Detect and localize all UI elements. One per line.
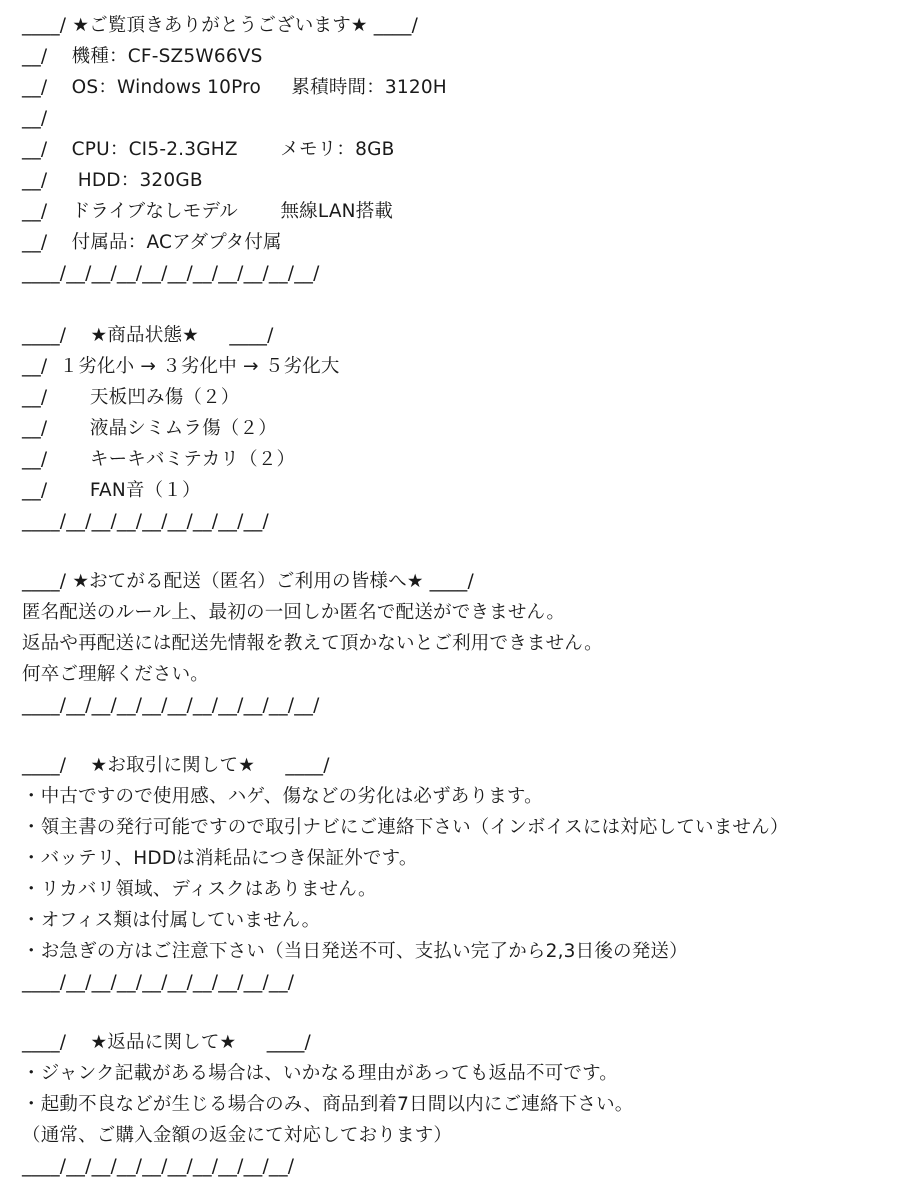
- transaction-note: ・オフィス類は付属していません。: [22, 910, 321, 931]
- section-divider: ____/__/__/__/__/__/__/__/__/__/__/: [22, 695, 320, 716]
- spec-cpu-memory: __/ CPU：CI5-2.3GHZ メモリ：8GB: [22, 139, 395, 160]
- spec-drive-wireless: __/ ドライブなしモデル 無線LAN搭載: [22, 201, 394, 222]
- transaction-note: ・領主書の発行可能ですので取引ナビにご連絡下さい（インボイスには対応していません）: [22, 817, 789, 838]
- transaction-header: ____/ ★お取引に関して★ ____/: [22, 755, 330, 776]
- greeting-header: ____/ ★ご覧頂きありがとうございます★ ____/: [22, 15, 418, 36]
- condition-item: __/ 天板凹み傷（２）: [22, 387, 240, 408]
- shipping-note: 匿名配送のルール上、最初の一回しか匿名で配送ができません。: [22, 602, 566, 623]
- spec-os-hours: __/ OS：Windows 10Pro 累積時間：3120H: [22, 77, 447, 98]
- spec-hdd: __/ HDD：320GB: [22, 170, 203, 191]
- transaction-note: ・お急ぎの方はご注意下さい（当日発送不可、支払い完了から2,3日後の発送）: [22, 941, 688, 962]
- returns-note: ・起動不良などが生じる場合のみ、商品到着7日間以内にご連絡下さい。: [22, 1094, 634, 1115]
- spec-blank: __/: [22, 108, 48, 129]
- section-divider: ____/__/__/__/__/__/__/__/__/__/: [22, 1156, 295, 1177]
- condition-item: __/ 液晶シミムラ傷（２）: [22, 418, 277, 439]
- condition-scale: __/ １劣化小 → ３劣化中 → ５劣化大: [22, 356, 340, 377]
- section-divider: ____/__/__/__/__/__/__/__/__/__/: [22, 972, 295, 993]
- transaction-note: ・中古ですので使用感、ハゲ、傷などの劣化は必ずあります。: [22, 786, 543, 807]
- spec-model: __/ 機種：CF-SZ5W66VS: [22, 46, 263, 67]
- transaction-note: ・バッテリ、HDDは消耗品につき保証外です。: [22, 848, 418, 869]
- section-divider: ____/__/__/__/__/__/__/__/__/__/__/: [22, 263, 320, 284]
- condition-item: __/ キーキバミテカリ（２）: [22, 449, 296, 470]
- shipping-note: 返品や再配送には配送先情報を教えて頂かないとご利用できません。: [22, 633, 603, 654]
- spec-accessories: __/ 付属品：ACアダプタ付属: [22, 232, 282, 253]
- condition-item: __/ FAN音（１）: [22, 480, 201, 501]
- shipping-note: 何卒ご理解ください。: [22, 664, 210, 685]
- shipping-header: ____/ ★おてがる配送（匿名）ご利用の皆様へ★ ____/: [22, 571, 474, 592]
- transaction-note: ・リカバリ領域、ディスクはありません。: [22, 879, 377, 900]
- section-divider: ____/__/__/__/__/__/__/__/__/: [22, 511, 269, 532]
- returns-note: （通常、ご購入金額の返金にて対応しております）: [22, 1125, 453, 1146]
- returns-header: ____/ ★返品に関して★ ____/: [22, 1032, 311, 1053]
- returns-note: ・ジャンク記載がある場合は、いかなる理由があっても返品不可です。: [22, 1063, 618, 1084]
- condition-header: ____/ ★商品状態★ ____/: [22, 325, 274, 346]
